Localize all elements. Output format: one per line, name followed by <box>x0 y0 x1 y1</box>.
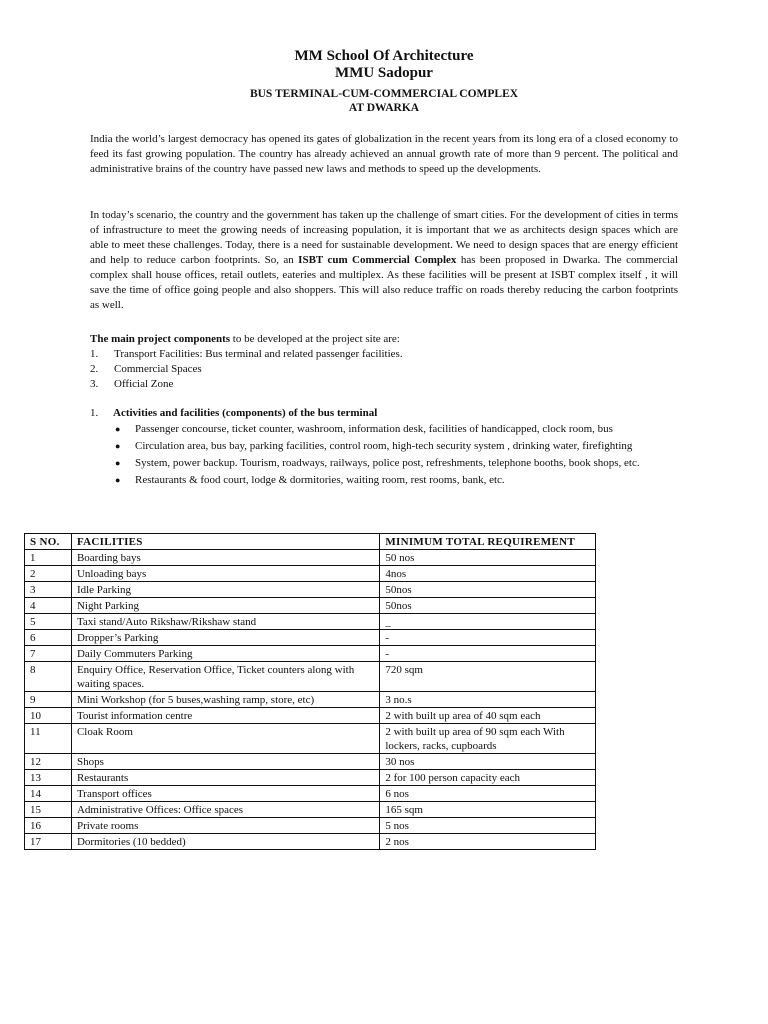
column-header: MINIMUM TOTAL REQUIREMENT <box>380 534 596 550</box>
requirement-cell: - <box>380 630 596 646</box>
table-row <box>25 662 596 692</box>
intro-paragraph-1: India the world’s largest democracy has opened its gates of globalization in the recent years from its long era of a closed economy to feed its fast growing population. The country has already achieved an annual growth rate of more than 9 percent. The political and administrative brains of the country have passed new laws and methods to speed up the developments. <box>90 133 678 175</box>
serial-number-cell: 4 <box>25 598 72 614</box>
requirement-cell: 50 nos <box>380 550 596 566</box>
facility-cell: Cloak Room <box>71 724 379 754</box>
serial-number-cell: 11 <box>25 724 72 754</box>
requirement-cell: 6 nos <box>380 786 596 802</box>
project-title: BUS TERMINAL-CUM-COMMERCIAL COMPLEX <box>249 88 519 100</box>
table-row <box>25 614 596 630</box>
table-row <box>25 770 596 786</box>
table-row <box>25 802 596 818</box>
facilities-table <box>24 533 596 850</box>
requirement-cell: 50nos <box>380 598 596 614</box>
serial-number-cell: 13 <box>25 770 72 786</box>
facility-cell: Restaurants <box>71 770 379 786</box>
serial-number-cell: 14 <box>25 786 72 802</box>
facility-cell: Daily Commuters Parking <box>71 646 379 662</box>
facility-cell: Dropper’s Parking <box>71 630 379 646</box>
column-header: S NO. <box>25 534 72 550</box>
intro-paragraph-2: In today’s scenario, the country and the government has taken up the challenge of smart cities. For the development of cities in terms of infrastructure to meet the growing needs of increasing population, it is important that we as architects design spaces which are able to meet these challenges. Today, there is a need for sustainable development. We need to design spaces that are energy efficient and help to reduce carbon footprints. So, an ISBT cum Commercial Complex has been proposed in Dwarka. The commercial complex shall house offices, retail outlets, eateries and multiplex. As these facilities will be present at ISBT complex itself , it will save the time of office going people and also shoppers. This will also reduce traffic on roads thereby reducing the carbon footprints as well. <box>90 209 679 311</box>
components-list <box>90 347 678 392</box>
serial-number-cell: 12 <box>25 754 72 770</box>
table-row <box>25 786 596 802</box>
serial-number-cell: 5 <box>25 614 72 630</box>
facility-cell: Night Parking <box>71 598 379 614</box>
bullet-icon: ● <box>115 458 121 468</box>
bullet-icon: ● <box>115 424 121 434</box>
facility-cell: Shops <box>71 754 379 770</box>
facility-cell: Taxi stand/Auto Rikshaw/Rikshaw stand <box>71 614 379 630</box>
project-location: AT DWARKA <box>348 102 420 114</box>
requirement-cell: 2 nos <box>380 834 596 850</box>
column-header: FACILITIES <box>71 534 379 550</box>
serial-number-cell: 10 <box>25 708 72 724</box>
requirement-cell: 4nos <box>380 566 596 582</box>
serial-number-cell: 3 <box>25 582 72 598</box>
facility-cell: Idle Parking <box>71 582 379 598</box>
table-body <box>25 550 596 850</box>
table-row <box>25 708 596 724</box>
list-item: 3. Official Zone <box>90 378 174 390</box>
bullet-icon: ● <box>115 475 121 485</box>
table-row <box>25 566 596 582</box>
table-row <box>25 834 596 850</box>
table-row <box>25 754 596 770</box>
facility-cell: Dormitories (10 bedded) <box>71 834 379 850</box>
facility-cell: Tourist information centre <box>71 708 379 724</box>
facility-cell: Unloading bays <box>71 566 379 582</box>
school-name: MM School Of Architecture <box>294 48 474 64</box>
requirement-cell: _ <box>380 614 596 630</box>
requirement-cell: 5 nos <box>380 818 596 834</box>
list-item: 1. Transport Facilities: Bus terminal and related passenger facilities. <box>90 348 403 360</box>
facility-cell: Private rooms <box>71 818 379 834</box>
serial-number-cell: 16 <box>25 818 72 834</box>
list-item: 2. Commercial Spaces <box>90 363 202 375</box>
facility-cell: Enquiry Office, Reservation Office, Ticket counters along with waiting spaces. <box>71 662 379 692</box>
bullet-icon: ● <box>115 441 121 451</box>
table-row <box>25 550 596 566</box>
table-row <box>25 630 596 646</box>
table-row <box>25 582 596 598</box>
table-row <box>25 692 596 708</box>
serial-number-cell: 17 <box>25 834 72 850</box>
facility-cell: Mini Workshop (for 5 buses,washing ramp, store, etc) <box>71 692 379 708</box>
table-row <box>25 598 596 614</box>
requirement-cell: 2 with built up area of 90 sqm each With lockers, racks, cupboards <box>380 724 596 754</box>
requirement-cell: 2 for 100 person capacity each <box>380 770 596 786</box>
serial-number-cell: 7 <box>25 646 72 662</box>
serial-number-cell: 9 <box>25 692 72 708</box>
list-item: ● Restaurants & food court, lodge & dormitories, waiting room, rest rooms, bank, etc. <box>115 474 505 486</box>
facility-cell: Administrative Offices: Office spaces <box>71 802 379 818</box>
requirement-cell: 165 sqm <box>380 802 596 818</box>
serial-number-cell: 8 <box>25 662 72 692</box>
university-name: MMU Sadopur <box>335 65 433 81</box>
table-row <box>25 646 596 662</box>
requirement-cell: 30 nos <box>380 754 596 770</box>
table-row <box>25 724 596 754</box>
components-lead: The main project components to be developed at the project site are: <box>90 333 400 345</box>
table-header-row <box>25 534 596 550</box>
list-item: ● Circulation area, bus bay, parking facilities, control room, high-tech security system , drinking water, firefighting <box>115 440 633 452</box>
list-item: ● Passenger concourse, ticket counter, washroom, information desk, facilities of handicapped, clock room, bus <box>115 423 613 435</box>
list-item: ● System, power backup. Tourism, roadways, railways, police post, refreshments, telephone booths, book shops, etc. <box>115 457 640 469</box>
bus-terminal-bullets <box>113 422 678 490</box>
serial-number-cell: 1 <box>25 550 72 566</box>
serial-number-cell: 15 <box>25 802 72 818</box>
serial-number-cell: 6 <box>25 630 72 646</box>
table-row <box>25 818 596 834</box>
requirement-cell: 720 sqm <box>380 662 596 692</box>
requirement-cell: 2 with built up area of 40 sqm each <box>380 708 596 724</box>
requirement-cell: 3 no.s <box>380 692 596 708</box>
facility-cell: Transport offices <box>71 786 379 802</box>
serial-number-cell: 2 <box>25 566 72 582</box>
requirement-cell: 50nos <box>380 582 596 598</box>
facility-cell: Boarding bays <box>71 550 379 566</box>
requirement-cell: - <box>380 646 596 662</box>
